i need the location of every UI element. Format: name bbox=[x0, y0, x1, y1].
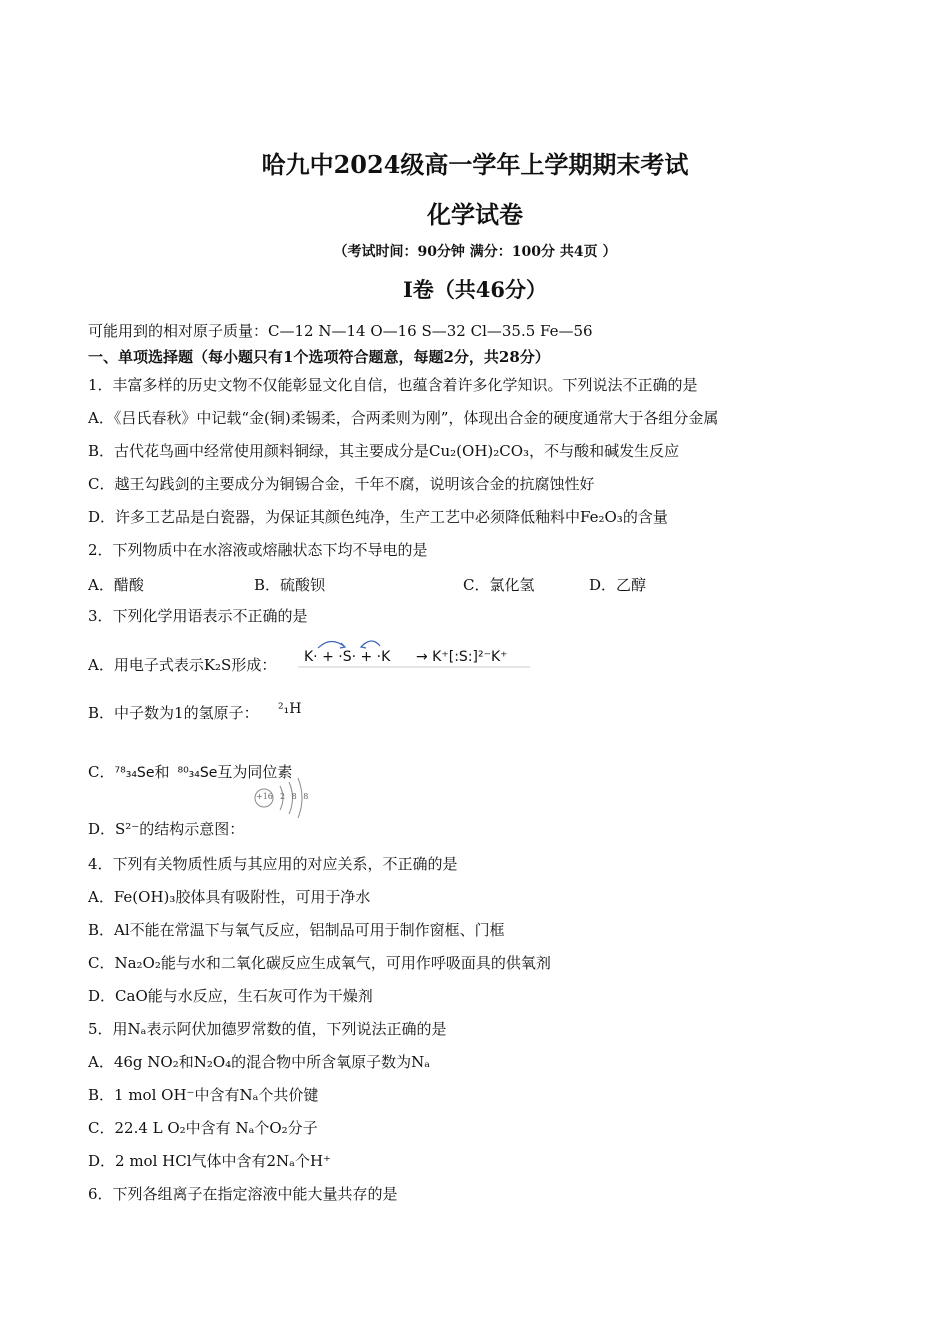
q4-option-a: A．Fe(OH)₃胶体具有吸附性，可用于净水 bbox=[88, 888, 371, 906]
q6-stem: 6．下列各组离子在指定溶液中能大量共存的是 bbox=[88, 1185, 398, 1203]
q5-option-d: D．2 mol HCl气体中含有2Nₐ个H⁺ bbox=[88, 1152, 331, 1170]
q3-option-b: B．中子数为1的氢原子： bbox=[88, 704, 259, 722]
q1-option-c: C．越王勾践剑的主要成分为铜锡合金，千年不腐，说明该合金的抗腐蚀性好 bbox=[88, 475, 595, 493]
q1-option-b bbox=[88, 442, 679, 460]
q3-option-d: D．S²⁻的结构示意图： bbox=[88, 820, 245, 838]
q3-stem: 3．下列化学用语表示不正确的是 bbox=[88, 607, 308, 625]
q5-option-b: B．1 mol OH⁻中含有Nₐ个共价键 bbox=[88, 1086, 319, 1104]
q1-option-b-formula: Cu₂(OH)₂CO₃ bbox=[429, 442, 530, 460]
q1-stem: 1．丰富多样的历史文物不仅能彰显文化自信，也蕴含着许多化学知识。下列说法不正确的是 bbox=[88, 376, 698, 394]
k2s-product: → K⁺[:S:]²⁻K⁺ bbox=[416, 649, 508, 665]
q1-option-d-post: 的含量 bbox=[622, 508, 668, 526]
q4-option-c: C．Na₂O₂能与水和二氧化碳反应生成氧气，可用作呼吸面具的供氧剂 bbox=[88, 954, 551, 972]
q1-option-d-pre: D．许多工艺品是白瓷器，为保证其颜色纯净，生产工艺中必须降低釉料中 bbox=[88, 508, 581, 526]
q2-option-d: D．乙醇 bbox=[589, 576, 647, 594]
exam-info: （考试时间：90分钟 满分：100分 共4页 ） bbox=[333, 244, 617, 260]
se80-symbol: ⁸⁰₃₄Se bbox=[177, 765, 218, 781]
q5-stem: 5．用Nₐ表示阿伏加德罗常数的值，下列说法正确的是 bbox=[88, 1020, 447, 1038]
q3-option-c-pre: C． bbox=[88, 763, 115, 781]
q3-option-c-post: 互为同位素 bbox=[217, 763, 293, 781]
q1-option-d bbox=[88, 508, 668, 526]
q2-option-b: B．硫酸钡 bbox=[254, 576, 326, 594]
q5-option-c: C．22.4 L O₂中含有 Nₐ个O₂分子 bbox=[88, 1119, 318, 1137]
q1-option-b-post: ，不与酸和碱发生反应 bbox=[529, 442, 680, 460]
q5-option-a: A．46g NO₂和N₂O₄的混合物中所含氧原子数为Nₐ bbox=[88, 1053, 431, 1071]
part1-heading: 一、单项选择题（每小题只有1个选项符合题意，每题2分，共28分） bbox=[88, 348, 550, 366]
q2-option-a: A．醋酸 bbox=[88, 576, 144, 594]
section-title: Ⅰ卷（共46分） bbox=[402, 277, 548, 302]
atomic-masses: 可能用到的相对原子质量：C—12 N—14 O—16 S—32 Cl—35.5 Fe—56 bbox=[88, 322, 593, 340]
se78-symbol: ⁷⁸₃₄Se bbox=[114, 765, 155, 781]
k2s-reactants: K· + ·S· + ·K bbox=[304, 649, 391, 665]
q1-option-b-pre: B．古代花鸟画中经常使用颜料铜绿，其主要成分是 bbox=[88, 442, 430, 460]
q1-option-a: A．《吕氏春秋》中记载“金(铜)柔锡柔，合两柔则为刚”，体现出合金的硬度通常大于各组分金属 bbox=[88, 409, 719, 427]
q2-option-c: C．氯化氢 bbox=[463, 576, 535, 594]
sulfide-structure-diagram bbox=[250, 772, 310, 824]
electron-dot-formation-figure bbox=[298, 636, 534, 670]
q3-option-a: A．用电子式表示K₂S形成： bbox=[88, 656, 277, 674]
sulfide-shell-electrons: 2 8 8 bbox=[280, 792, 311, 801]
q1-option-d-formula: Fe₂O₃ bbox=[580, 508, 623, 526]
hydrogen-isotope-symbol: ²₁H bbox=[278, 701, 302, 717]
q4-stem: 4．下列有关物质性质与其应用的对应关系，不正确的是 bbox=[88, 855, 458, 873]
q2-stem: 2．下列物质中在水溶液或熔融状态下均不导电的是 bbox=[88, 541, 428, 559]
subject-title: 化学试卷 bbox=[427, 200, 523, 229]
q4-option-b: B．Al不能在常温下与氧气反应，铝制品可用于制作窗框、门框 bbox=[88, 921, 505, 939]
q3-option-c-and: 和 bbox=[154, 763, 170, 781]
exam-title: 哈九中2024级高一学年上学期期末考试 bbox=[261, 150, 689, 179]
sulfide-nucleus-label: +16 bbox=[256, 792, 273, 801]
q4-option-d: D．CaO能与水反应，生石灰可作为干燥剂 bbox=[88, 987, 373, 1005]
